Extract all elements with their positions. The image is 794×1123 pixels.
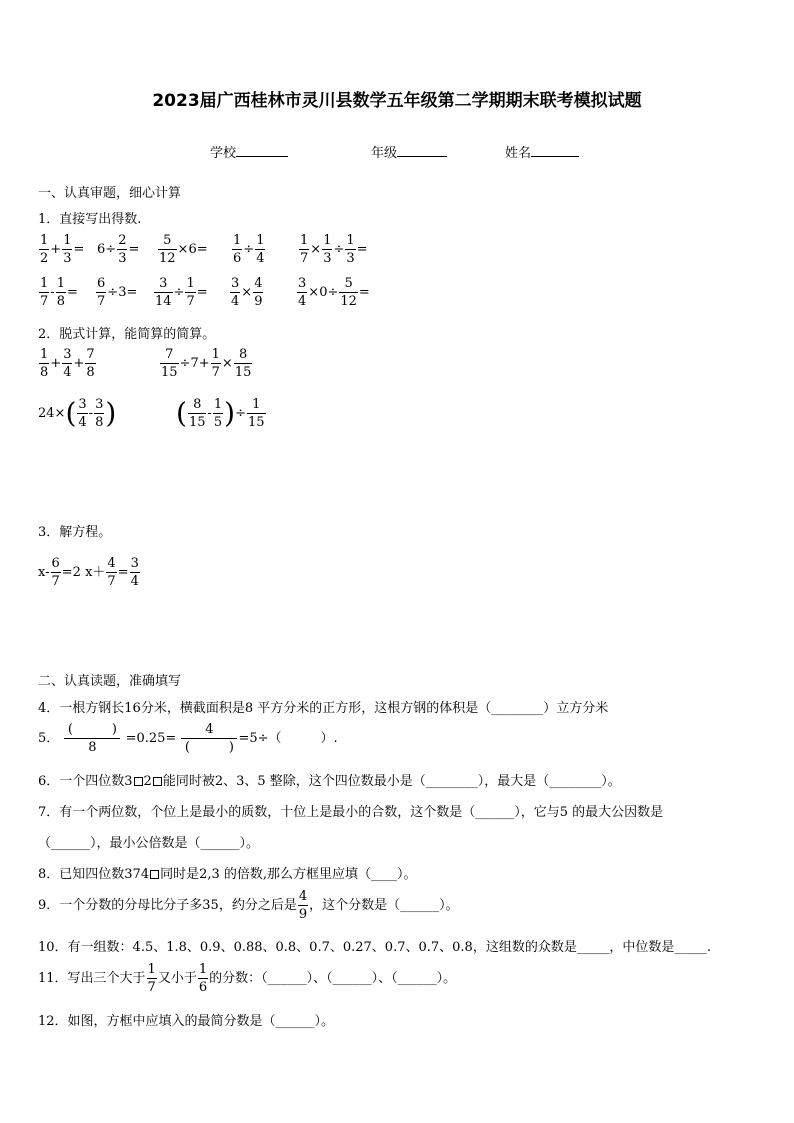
- q1-expr-5: $\frac{1}{7}$ × $\frac{1}{3}$ ÷ $\frac{1}{3}$ =: [300, 233, 368, 266]
- question-2: 2．脱式计算，能简算的简算。: [38, 327, 216, 342]
- box-icon: [150, 870, 159, 879]
- q1-expr-1: $\frac{1}{2}$ + $\frac{1}{3}$ =: [40, 233, 85, 266]
- question-9: 9．一个分数的分母比分子多35，约分之后是 $\frac{4}{9}$ ，这个分数是（______）。: [38, 889, 459, 922]
- question-11: 11．写出三个大于 $\frac{1}{7}$ 又小于 $\frac{1}{6}$ 的分数：（______）、（______）、（______）。: [38, 962, 457, 995]
- q1-expr-8: $\frac{3}{14}$ ÷ $\frac{1}{7}$ =: [155, 276, 208, 309]
- grade-field[interactable]: [371, 142, 447, 161]
- q2-expr-3: 24×( $\frac{3}{4}$ - $\frac{3}{8}$ ): [38, 396, 117, 430]
- q1-expr-10: $\frac{3}{4}$ ×0÷ $\frac{5}{12}$ =: [298, 276, 370, 309]
- school-field[interactable]: [210, 142, 288, 161]
- box-icon: [153, 777, 162, 786]
- q2-expr-1: $\frac{1}{8}$ + $\frac{3}{4}$ + $\frac{7}{8}$: [40, 347, 95, 380]
- page-title: 2023届广西桂林市灵川县数学五年级第二学期期末联考模拟试题: [152, 91, 642, 111]
- q1-expr-9: $\frac{3}{4}$ × $\frac{4}{9}$: [231, 276, 263, 309]
- section-1-heading: 一、认真审题，细心计算: [38, 186, 182, 201]
- box-icon: [134, 777, 143, 786]
- q2-expr-2: $\frac{7}{15}$ ÷7+ $\frac{1}{7}$ × $\frac{8}{15}$: [161, 347, 252, 380]
- question-5: 5． ( ) 8 =0.25= 4 ( ) =5÷（ ）.: [38, 722, 338, 755]
- section-2-heading: 二、认真读题，准确填写: [38, 674, 182, 689]
- grade-label: 年级: [371, 146, 398, 161]
- question-8: 8．已知四位数374 同时是2,3 的倍数,那么方框里应填（____）。: [38, 867, 417, 882]
- question-10: 10．有一组数：4.5、1.8、0.9、0.88、0.8、0.7、0.27、0.7、0.7、0.8，这组数的众数是_____，中位数是_____.: [38, 940, 711, 955]
- q1-expr-6: $\frac{1}{7}$ - $\frac{1}{8}$ =: [40, 276, 78, 309]
- question-12: 12．如图，方框中应填入的最简分数是（______）。: [38, 1014, 335, 1029]
- question-3: 3．解方程。: [38, 525, 112, 540]
- q2-expr-4: ( $\frac{8}{15}$ - $\frac{1}{5}$ )÷ $\frac{1}{15}$: [176, 396, 265, 430]
- question-7-line-1: 7．有一个两位数，个位上是最小的质数，十位上是最小的合数，这个数是（______），它与5 的最大公因数是: [38, 805, 664, 820]
- q1-expr-4: $\frac{1}{6}$ ÷ $\frac{1}{4}$: [233, 233, 265, 266]
- name-field[interactable]: [505, 142, 579, 161]
- q1-expr-7: $\frac{6}{7}$ ÷3=: [97, 276, 138, 309]
- question-6: 6．一个四位数3 2 能同时被2、3、5 整除，这个四位数最小是（________），最大是（________）。: [38, 774, 621, 789]
- q3-equations: x- $\frac{6}{7}$ =2 x＋ $\frac{4}{7}$ = $\frac{3}{4}$: [38, 556, 139, 589]
- school-label: 学校: [210, 146, 237, 161]
- name-label: 姓名: [505, 146, 532, 161]
- question-7-line-2: （______），最小公倍数是（______）。: [38, 836, 260, 851]
- question-4: 4．一根方钢长16分米，横截面积是8 平方分米的正方形，这根方钢的体积是（________）立方分米: [38, 701, 609, 716]
- q1-expr-3: $\frac{5}{12}$ ×6=: [159, 233, 208, 266]
- q1-expr-2: 6÷ $\frac{2}{3}$ =: [97, 233, 140, 266]
- question-1: 1．直接写出得数.: [38, 212, 142, 227]
